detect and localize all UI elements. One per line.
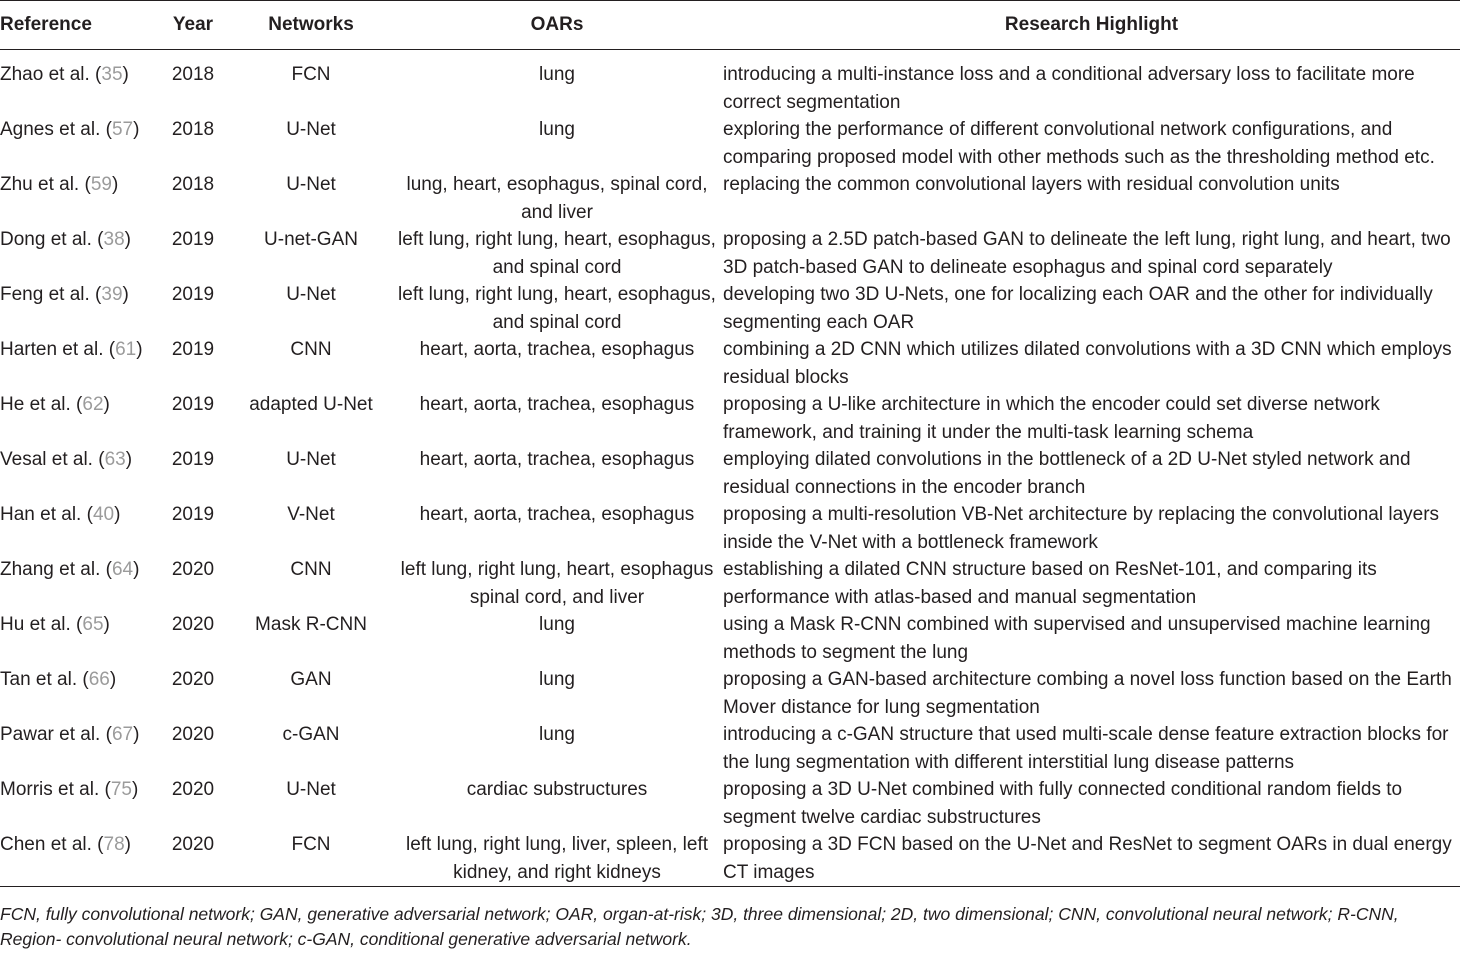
reference-close-paren: ) bbox=[122, 64, 129, 85]
cell-reference bbox=[0, 281, 155, 336]
cell-network: V-Net bbox=[287, 504, 335, 525]
reference-number-link[interactable]: 78 bbox=[103, 834, 125, 855]
reference-author: Agnes et al. ( bbox=[0, 119, 112, 140]
reference-close-paren: ) bbox=[103, 394, 110, 415]
cell-research-highlight: proposing a 3D FCN based on the U-Net and ResNet to segment OARs in dual energy CT images bbox=[723, 831, 1460, 887]
cell-year: 2019 bbox=[171, 504, 215, 525]
cell-network: adapted U-Net bbox=[249, 394, 373, 415]
cell-network: U-net-GAN bbox=[264, 229, 358, 250]
table-row bbox=[0, 50, 1460, 117]
cell-research-highlight: developing two 3D U-Nets, one for localizing each OAR and the other for individually segmenting each OAR bbox=[723, 284, 1433, 333]
table-row bbox=[0, 611, 1460, 666]
cell-oars: lung bbox=[539, 119, 575, 140]
header-networks: Networks bbox=[231, 1, 391, 50]
reference-number-link[interactable]: 64 bbox=[111, 559, 134, 580]
reference-close-paren: ) bbox=[133, 559, 140, 580]
cell-oars: lung bbox=[539, 64, 575, 85]
table-row bbox=[0, 501, 1460, 556]
cell-year: 2020 bbox=[171, 614, 215, 635]
reference-close-paren: ) bbox=[103, 614, 110, 635]
reference-number-link[interactable]: 62 bbox=[82, 394, 104, 415]
cell-research-highlight: exploring the performance of different convolutional network configurations, and comparing proposed model with other methods such as the thresholding method etc. bbox=[723, 119, 1435, 168]
cell-reference bbox=[0, 556, 155, 611]
reference-close-paren: ) bbox=[136, 339, 143, 360]
header-research-highlight: Research Highlight bbox=[723, 1, 1460, 50]
cell-network: CNN bbox=[290, 559, 332, 580]
reference-author: Pawar et al. ( bbox=[0, 724, 112, 745]
cell-network: U-Net bbox=[286, 449, 336, 470]
cell-reference bbox=[0, 611, 155, 666]
reference-close-paren: ) bbox=[124, 834, 131, 855]
cell-year: 2020 bbox=[155, 831, 231, 887]
cell-reference bbox=[0, 721, 155, 776]
cell-year: 2019 bbox=[171, 284, 215, 305]
cell-research-highlight: introducing a c-GAN structure that used multi-scale dense feature extraction blocks for the lung segmentation with different interstitial lung disease patterns bbox=[723, 724, 1449, 773]
cell-reference bbox=[0, 116, 155, 171]
cell-network: c-GAN bbox=[282, 724, 340, 745]
table-row bbox=[0, 391, 1460, 446]
table-row bbox=[0, 281, 1460, 336]
cell-network: U-Net bbox=[286, 119, 336, 140]
table-row bbox=[0, 446, 1460, 501]
cell-network: FCN bbox=[291, 64, 331, 85]
reference-close-paren: ) bbox=[122, 284, 129, 305]
cell-research-highlight: proposing a multi-resolution VB-Net architecture by replacing the convolutional layers inside the V-Net with a bottleneck framework bbox=[723, 504, 1440, 553]
cell-research-highlight: proposing a GAN-based architecture combing a novel loss function based on the Earth Mover distance for lung segmentation bbox=[723, 669, 1452, 718]
cell-reference bbox=[0, 831, 155, 887]
cell-year: 2019 bbox=[171, 394, 215, 415]
reference-author: Zhao et al. ( bbox=[0, 64, 102, 85]
cell-oars: heart, aorta, trachea, esophagus bbox=[419, 394, 695, 415]
cell-year: 2019 bbox=[171, 339, 215, 360]
reference-author: Feng et al. ( bbox=[0, 284, 102, 305]
cell-oars: heart, aorta, trachea, esophagus bbox=[419, 449, 695, 470]
header-year: Year bbox=[155, 1, 231, 50]
reference-author: Zhu et al. ( bbox=[0, 174, 91, 195]
cell-research-highlight: proposing a U-like architecture in which the encoder could set diverse network framework, and training it under the multi-task learning schema bbox=[723, 394, 1380, 443]
table-row bbox=[0, 831, 1460, 887]
cell-year: 2019 bbox=[171, 229, 215, 250]
cell-year: 2018 bbox=[171, 174, 215, 195]
table-footnote: FCN, fully convolutional network; GAN, generative adversarial network; OAR, organ-at-risk; 3D, three dimensional; 2D, two dimensional; CNN, convolutional neural network; R-CNN, Region- convolutional neural network; c-GAN, conditional generative adversarial network. bbox=[0, 904, 1399, 949]
cell-research-highlight: combining a 2D CNN which utilizes dilated convolutions with a 3D CNN which employs residual blocks bbox=[723, 339, 1452, 388]
reference-number-link[interactable]: 66 bbox=[88, 669, 110, 690]
reference-author: He et al. ( bbox=[0, 394, 83, 415]
reference-author: Tan et al. ( bbox=[0, 669, 89, 690]
table-row bbox=[0, 116, 1460, 171]
reference-number-link[interactable]: 61 bbox=[115, 339, 137, 360]
table-header-row bbox=[0, 1, 1460, 50]
cell-oars: left lung, right lung, liver, spleen, left kidney, and right kidneys bbox=[391, 831, 723, 887]
table-row bbox=[0, 171, 1460, 226]
reference-close-paren: ) bbox=[133, 724, 140, 745]
cell-research-highlight: introducing a multi-instance loss and a conditional adversary loss to facilitate more correct segmentation bbox=[723, 64, 1415, 113]
reference-author: Morris et al. ( bbox=[0, 779, 111, 800]
cell-year: 2020 bbox=[171, 779, 215, 800]
reference-author: Harten et al. ( bbox=[0, 339, 116, 360]
cell-network: U-Net bbox=[286, 779, 336, 800]
header-oars: OARs bbox=[391, 1, 723, 50]
reference-close-paren: ) bbox=[109, 669, 117, 690]
cell-reference bbox=[0, 446, 155, 501]
table-body bbox=[0, 50, 1460, 887]
cell-oars: left lung, right lung, heart, esophagus spinal cord, and liver bbox=[400, 559, 714, 608]
cell-reference bbox=[0, 226, 155, 281]
cell-reference bbox=[0, 50, 155, 117]
cell-oars: left lung, right lung, heart, esophagus, and spinal cord bbox=[398, 229, 716, 278]
cell-reference bbox=[0, 391, 155, 446]
cell-research-highlight: proposing a 3D U-Net combined with fully connected conditional random fields to segment twelve cardiac substructures bbox=[723, 779, 1403, 828]
reference-number-link[interactable]: 39 bbox=[101, 284, 123, 305]
header-reference: Reference bbox=[0, 1, 155, 50]
cell-research-highlight: using a Mask R-CNN combined with supervised and unsupervised machine learning methods to segment the lung bbox=[723, 614, 1431, 663]
reference-author: Dong et al. ( bbox=[0, 229, 104, 250]
cell-network: CNN bbox=[290, 339, 332, 360]
table-row bbox=[0, 226, 1460, 281]
cell-network: U-Net bbox=[286, 284, 336, 305]
cell-network: GAN bbox=[290, 669, 332, 690]
cell-year: 2020 bbox=[171, 669, 215, 690]
cell-oars: heart, aorta, trachea, esophagus bbox=[419, 504, 695, 525]
cell-oars: lung bbox=[539, 614, 575, 635]
reference-author: Vesal et al. ( bbox=[0, 449, 105, 470]
cell-reference bbox=[0, 776, 155, 831]
cell-reference bbox=[0, 666, 155, 721]
cell-oars: lung bbox=[539, 669, 575, 690]
reference-author: Han et al. ( bbox=[0, 504, 93, 525]
reference-author: Hu et al. ( bbox=[0, 614, 83, 635]
cell-oars: heart, aorta, trachea, esophagus bbox=[419, 339, 695, 360]
reference-author: Zhang et al. ( bbox=[0, 559, 112, 580]
table-row bbox=[0, 666, 1460, 721]
reference-number-link[interactable]: 67 bbox=[111, 724, 134, 745]
cell-research-highlight: employing dilated convolutions in the bottleneck of a 2D U-Net styled network and residual connections in the encoder branch bbox=[723, 449, 1411, 498]
cell-research-highlight: replacing the common convolutional layers with residual convolution units bbox=[723, 174, 1340, 195]
cell-research-highlight: proposing a 2.5D patch-based GAN to delineate the left lung, right lung, and heart, two 3D patch-based GAN to delineate esophagus and spinal cord separately bbox=[723, 229, 1451, 278]
reference-close-paren: ) bbox=[133, 119, 140, 140]
reference-close-paren: ) bbox=[132, 779, 139, 800]
reference-number-link[interactable]: 35 bbox=[101, 64, 123, 85]
reference-number-link[interactable]: 59 bbox=[90, 174, 112, 195]
cell-year: 2019 bbox=[171, 449, 215, 470]
cell-year: 2018 bbox=[171, 64, 215, 85]
cell-network: U-Net bbox=[286, 174, 336, 195]
reference-close-paren: ) bbox=[124, 229, 131, 250]
table-row bbox=[0, 336, 1460, 391]
table-row bbox=[0, 721, 1460, 776]
table-row bbox=[0, 556, 1460, 611]
cell-oars: lung bbox=[539, 724, 575, 745]
cell-oars: left lung, right lung, heart, esophagus, and spinal cord bbox=[398, 284, 716, 333]
reference-number-link[interactable]: 65 bbox=[82, 614, 104, 635]
reference-number-link[interactable]: 57 bbox=[111, 119, 134, 140]
reference-close-paren: ) bbox=[111, 174, 119, 195]
cell-network: Mask R-CNN bbox=[255, 614, 367, 635]
cell-reference bbox=[0, 336, 155, 391]
cell-oars: cardiac substructures bbox=[466, 779, 648, 800]
reference-number-link[interactable]: 75 bbox=[110, 779, 132, 800]
reference-close-paren: ) bbox=[114, 504, 121, 525]
cell-oars: lung, heart, esophagus, spinal cord, and liver bbox=[406, 174, 708, 223]
cell-network: FCN bbox=[231, 831, 391, 887]
table-row bbox=[0, 776, 1460, 831]
cell-year: 2018 bbox=[171, 119, 215, 140]
reference-number-link[interactable]: 63 bbox=[104, 449, 126, 470]
reference-author: Chen et al. ( bbox=[0, 834, 104, 855]
cell-year: 2020 bbox=[171, 724, 215, 745]
cell-research-highlight: establishing a dilated CNN structure based on ResNet-101, and comparing its performance with atlas-based and manual segmentation bbox=[723, 559, 1377, 608]
cell-reference bbox=[0, 501, 155, 556]
reference-close-paren: ) bbox=[125, 449, 133, 470]
reference-number-link[interactable]: 38 bbox=[103, 229, 125, 250]
cell-reference bbox=[0, 171, 155, 226]
cell-year: 2020 bbox=[171, 559, 215, 580]
reference-number-link[interactable]: 40 bbox=[92, 504, 115, 525]
